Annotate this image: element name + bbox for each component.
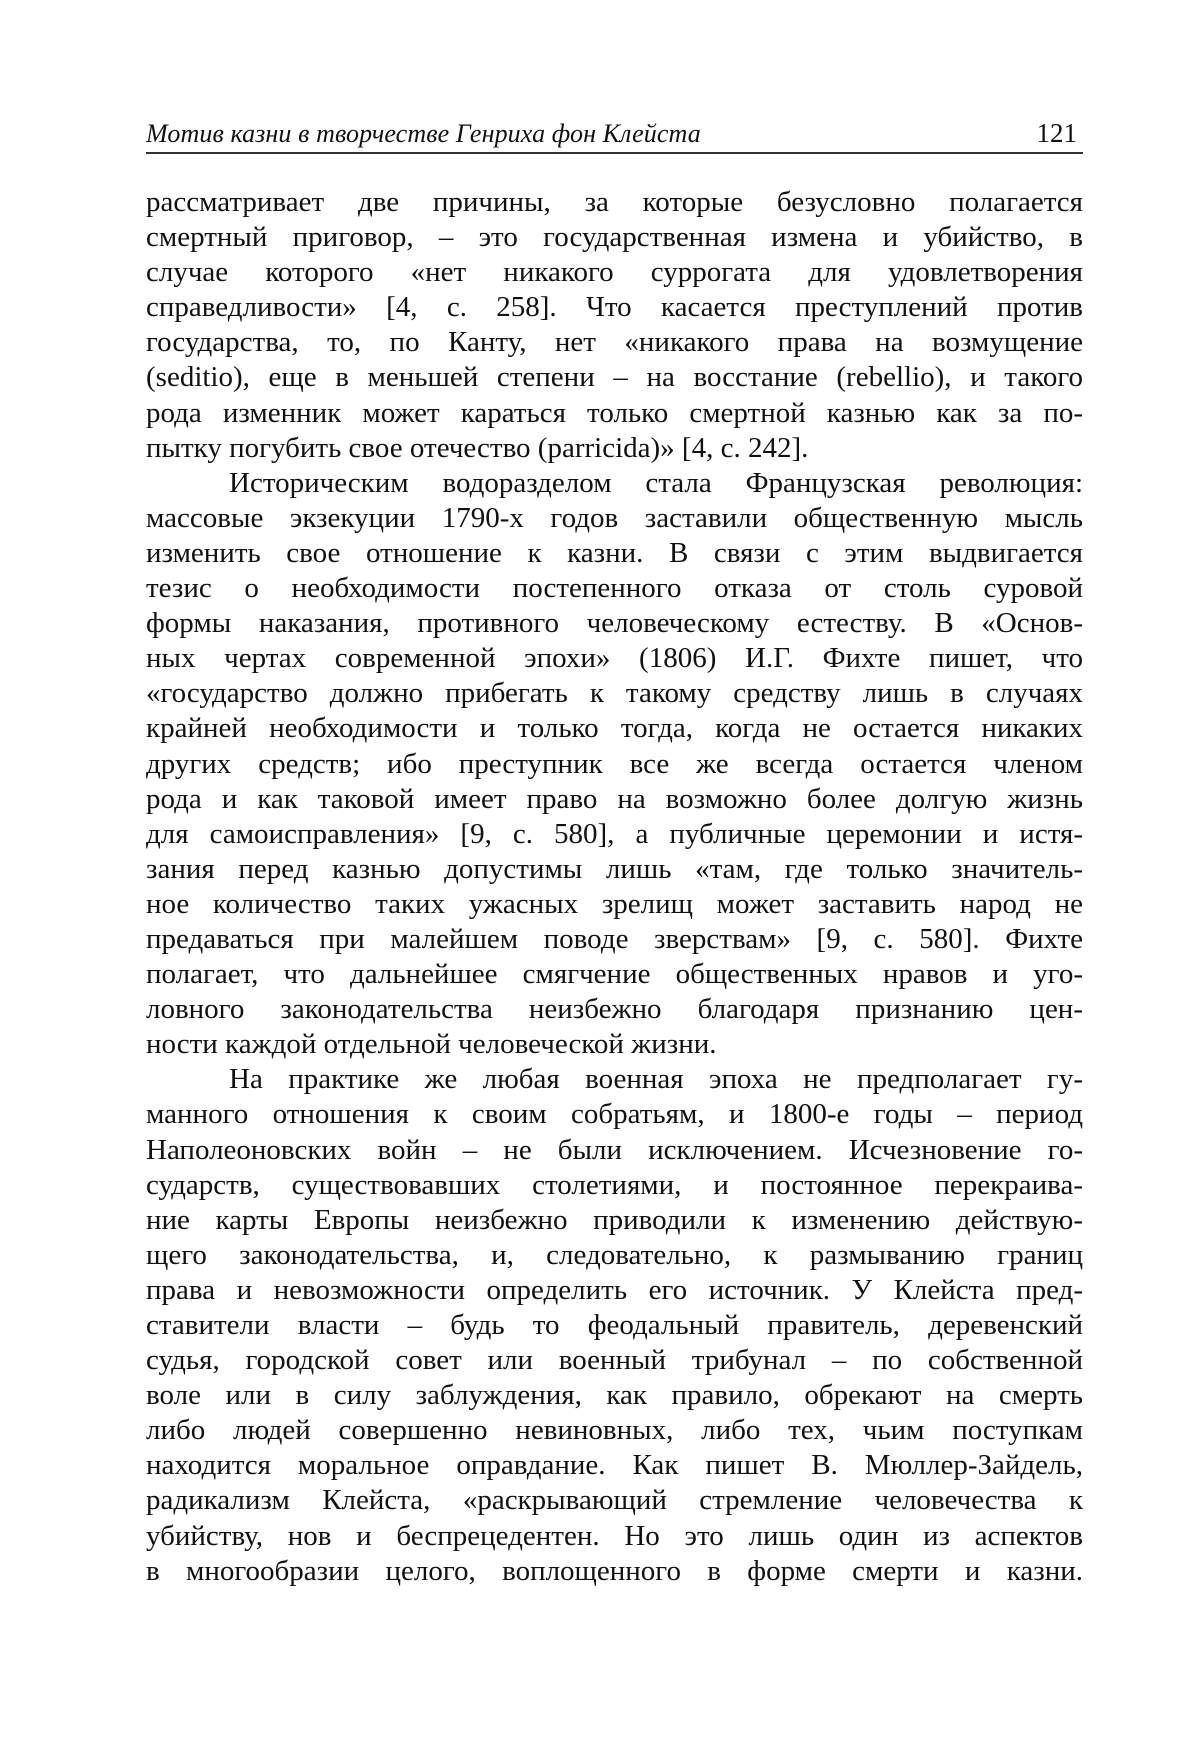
text-line: щего законодательства, и, следовательно, к размыванию границ bbox=[146, 1238, 1083, 1271]
text-line: пытку погубить свое отечество (parricida)» [4, с. 242]. bbox=[146, 431, 809, 464]
text-line: тезис о необходимости постепенного отказа от столь суровой bbox=[146, 572, 1083, 605]
text-line: изменить свое отношение к казни. В связи с этим выдвигается bbox=[146, 536, 1083, 569]
text-line: Наполеоновских войн – не были исключением. Исчезновение го- bbox=[146, 1133, 1083, 1166]
text-line: рода и как таковой имеет право на возможно более долгую жизнь bbox=[146, 782, 1083, 815]
text-line: находится моральное оправдание. Как пишет В. Мюллер-Зайдель, bbox=[146, 1449, 1083, 1482]
text-line: ных чертах современной эпохи» (1806) И.Г. Фихте пишет, что bbox=[146, 642, 1083, 675]
text-line: в многообразии целого, воплощенного в форме смерти и казни. bbox=[146, 1554, 1083, 1587]
text-line: Историческим водоразделом стала Французская революция: bbox=[229, 466, 1083, 499]
text-line: других средств; ибо преступник все же всегда остается членом bbox=[146, 747, 1083, 780]
text-line: убийству, нов и беспрецедентен. Но это лишь один из аспектов bbox=[146, 1519, 1083, 1552]
text-line: рассматривает две причины, за которые безусловно полагается bbox=[146, 186, 1083, 218]
text-line: ние карты Европы неизбежно приводили к изменению действую- bbox=[146, 1203, 1083, 1236]
running-header-title: Мотив казни в творчестве Генриха фон Клейста bbox=[146, 119, 701, 148]
text-line: рода изменник может караться только смертной казнью как за по- bbox=[146, 396, 1083, 429]
text-line: права и невозможности определить его источник. У Клейста пред- bbox=[146, 1273, 1083, 1306]
book-page bbox=[146, 118, 1083, 1589]
text-line: смертный приговор, – это государственная измена и убийство, в bbox=[146, 221, 1083, 254]
text-line: предаваться при малейшем поводе зверствам» [9, с. 580]. Фихте bbox=[146, 922, 1083, 955]
text-line: манного отношения к своим собратьям, и 1800-е годы – период bbox=[146, 1098, 1083, 1131]
text-line: формы наказания, противного человеческому естеству. В «Основ- bbox=[146, 607, 1083, 640]
text-line: справедливости» [4, с. 258]. Что касается преступлений против bbox=[146, 291, 1083, 324]
text-line: зания перед казнью допустимы лишь «там, где только значитель- bbox=[146, 852, 1083, 885]
text-line: ловного законодательства неизбежно благодаря признанию цен- bbox=[146, 993, 1083, 1026]
text-line: судья, городской совет или военный трибунал – по собственной bbox=[146, 1344, 1083, 1377]
text-line: ности каждой отдельной человеческой жизни. bbox=[146, 1028, 717, 1061]
text-line: (seditio), еще в меньшей степени – на восстание (rebellio), и такого bbox=[146, 361, 1083, 394]
text-line: либо людей совершенно невиновных, либо тех, чьим поступкам bbox=[146, 1414, 1083, 1447]
text-line: случае которого «нет никакого суррогата для удовлетворения bbox=[146, 256, 1083, 289]
body-text bbox=[146, 185, 1083, 1589]
text-line: сударств, существовавших столетиями, и постоянное перекраива- bbox=[146, 1168, 1083, 1201]
text-line: государства, то, по Канту, нет «никакого права на возмущение bbox=[146, 326, 1083, 359]
text-line: массовые экзекуции 1790-х годов заставили общественную мысль bbox=[146, 501, 1083, 534]
text-line: ставители власти – будь то феодальный правитель, деревенский bbox=[146, 1309, 1083, 1341]
text-line: для самоисправления» [9, с. 580], а публичные церемонии и истя- bbox=[146, 817, 1083, 850]
text-line: На практике же любая военная эпоха не предполагает гу- bbox=[229, 1063, 1083, 1096]
text-line: крайней необходимости и только тогда, когда не остается никаких bbox=[146, 712, 1083, 745]
text-line: воле или в силу заблуждения, как правило, обрекают на смерть bbox=[146, 1379, 1083, 1412]
text-line: полагает, что дальнейшее смягчение общественных нравов и уго- bbox=[146, 958, 1083, 991]
page-number: 121 bbox=[1036, 118, 1077, 148]
text-line: ное количество таких ужасных зрелищ может заставить народ не bbox=[146, 887, 1083, 920]
text-line: радикализм Клейста, «раскрывающий стремление человечества к bbox=[146, 1484, 1083, 1517]
running-header bbox=[146, 118, 1083, 154]
text-line: «государство должно прибегать к такому средству лишь в случаях bbox=[146, 677, 1083, 710]
